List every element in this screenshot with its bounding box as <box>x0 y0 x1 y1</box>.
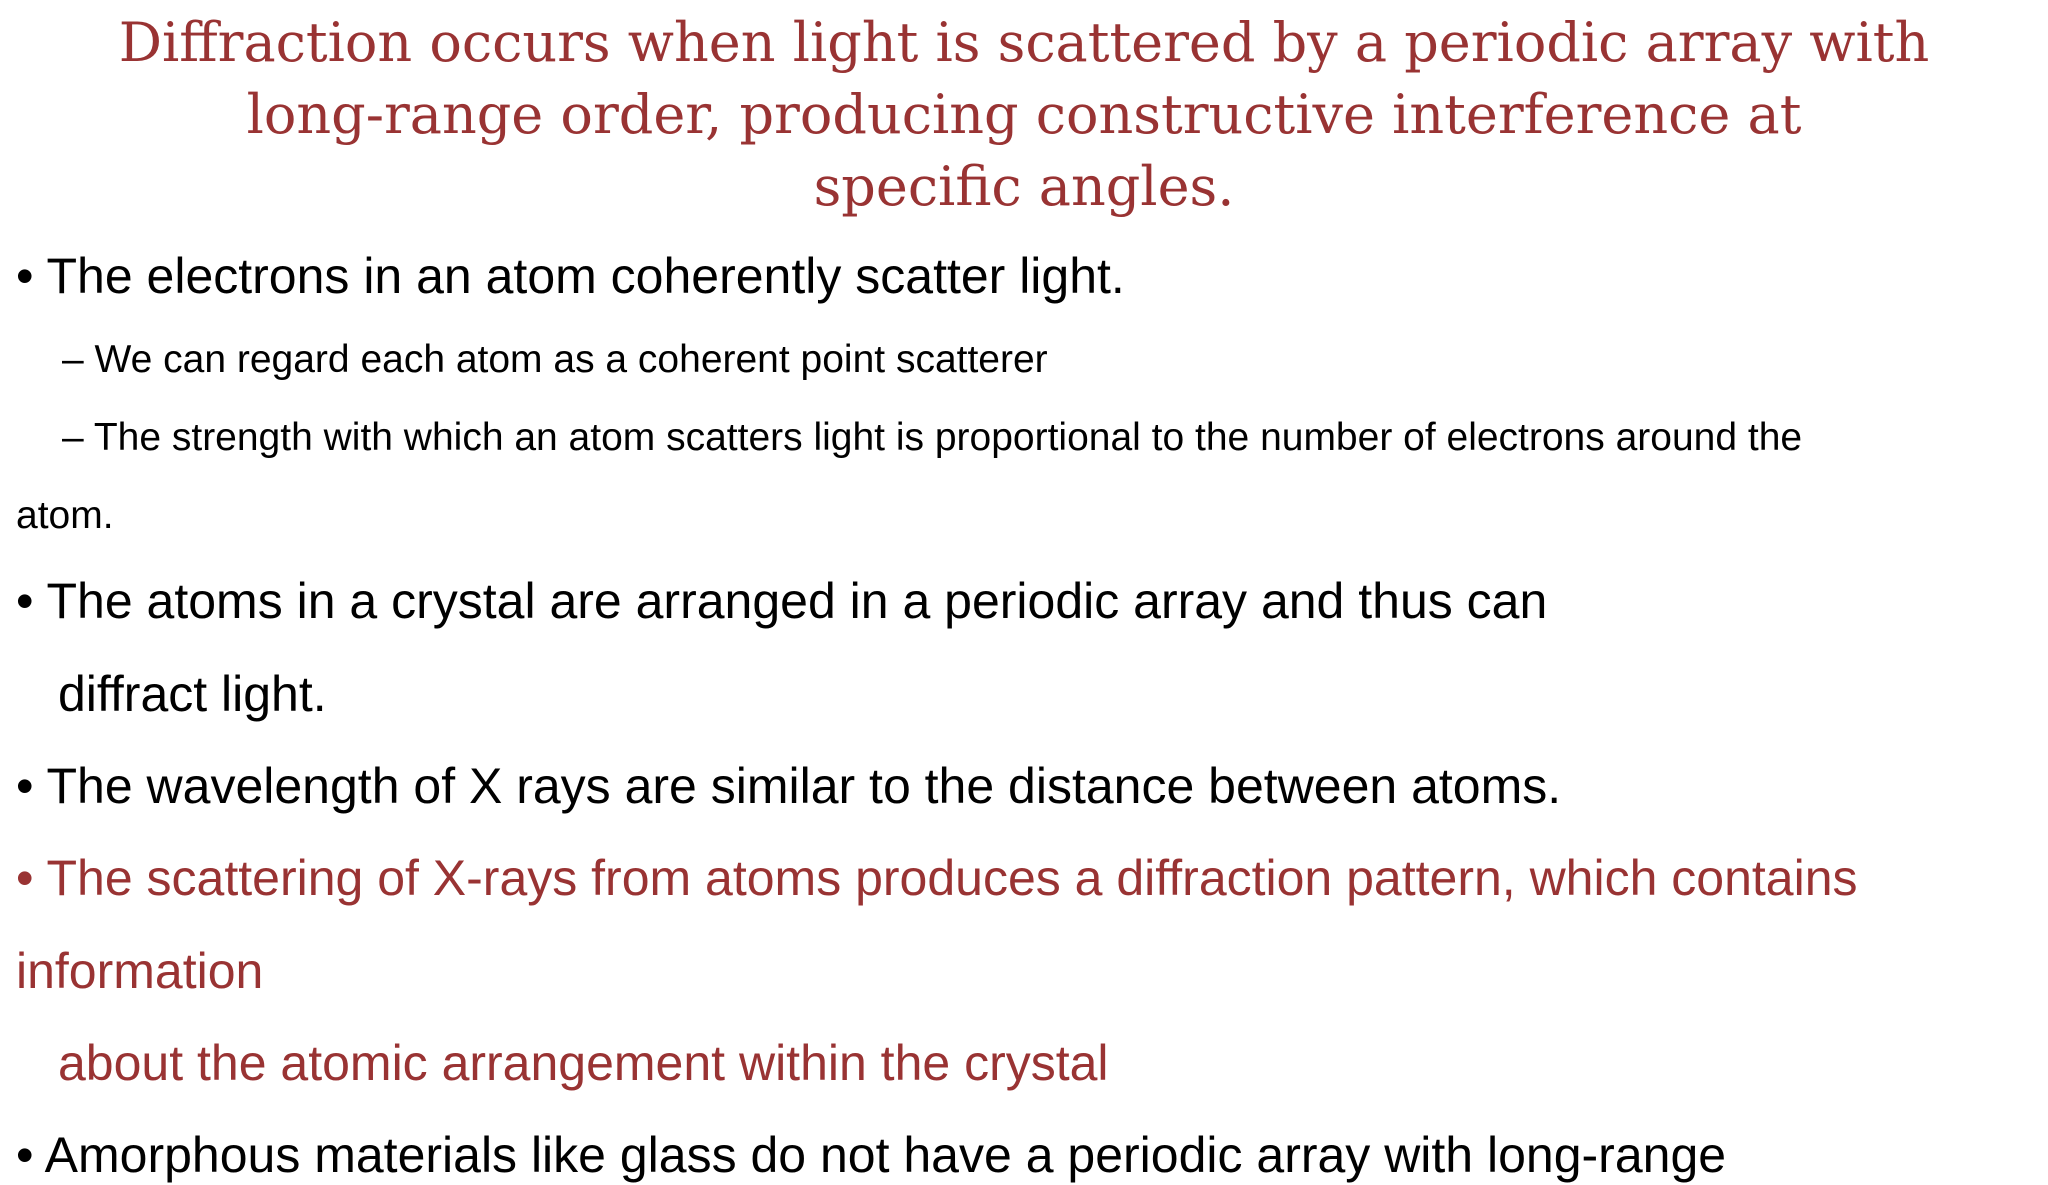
sub-bullet-scattering-strength: – The strength with which an atom scatters light is proportional to the number of electrons around the <box>62 416 1803 459</box>
slide-title-line-3: specific angles. <box>813 155 1235 218</box>
slide-title-line-2: long-range order, producing constructive interference at <box>246 83 1802 146</box>
bullet-amorphous-materials: • Amorphous materials like glass do not have a periodic array with long-range <box>16 1127 1727 1183</box>
bullet-xray-wavelength: • The wavelength of X rays are similar to the distance between atoms. <box>16 758 1562 814</box>
bullet-electrons-scatter: • The electrons in an atom coherently scatter light. <box>16 248 1125 304</box>
bullet-crystal-periodic-array: • The atoms in a crystal are arranged in a periodic array and thus can <box>16 573 1548 629</box>
bullet-diffraction-pattern-continued-1: information <box>16 943 264 999</box>
bullet-diffraction-pattern: • The scattering of X-rays from atoms produces a diffraction pattern, which contains <box>16 850 1858 906</box>
bullet-diffraction-pattern-continued-2: about the atomic arrangement within the crystal <box>58 1035 1109 1091</box>
slide-title-line-1: Diffraction occurs when light is scattered by a periodic array with <box>118 11 1930 74</box>
bullet-crystal-periodic-array-continued: diffract light. <box>58 666 327 722</box>
sub-bullet-scattering-strength-continued: atom. <box>16 494 114 537</box>
sub-bullet-point-scatterer: – We can regard each atom as a coherent point scatterer <box>62 338 1048 381</box>
